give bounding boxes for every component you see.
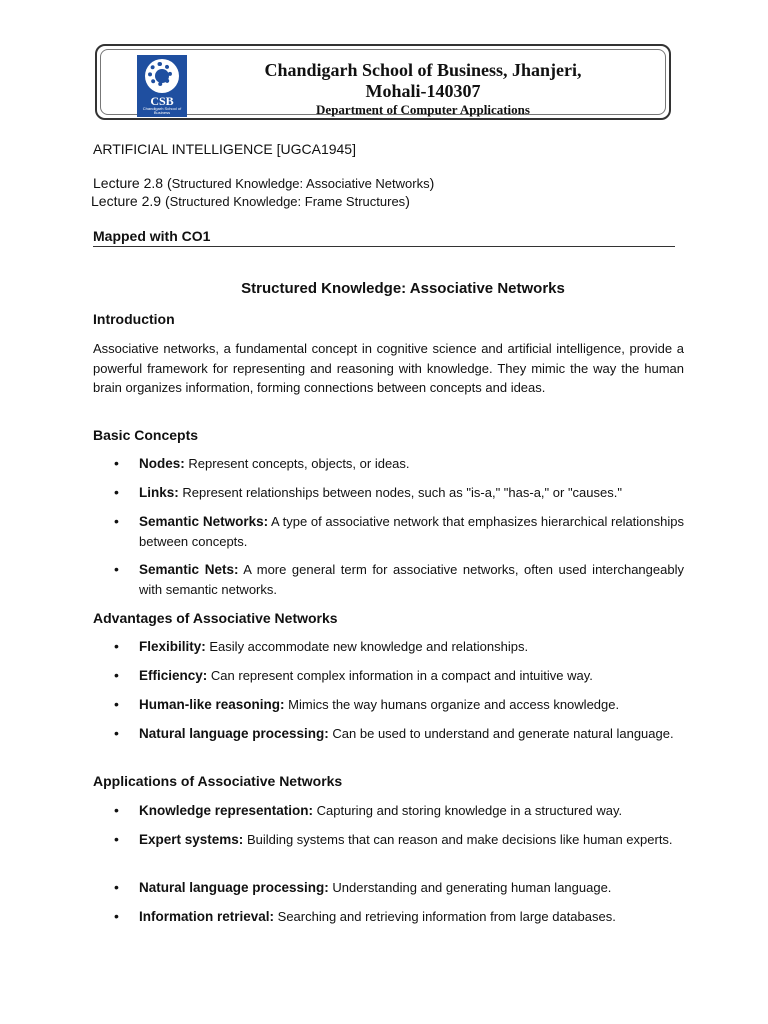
gear-logo-icon <box>145 59 179 93</box>
lecture-topic-prefix: Structured Knowledge: <box>171 176 307 191</box>
list-item-term: Nodes: <box>139 456 185 471</box>
csb-logo <box>137 55 187 117</box>
list-item-text: Can represent complex information in a compact and intuitive way. <box>210 668 593 683</box>
list-item-text: Understanding and generating human language. <box>332 880 612 895</box>
list-item-term: Information retrieval: <box>139 909 275 924</box>
lecture-line: Lecture 2.8 (Structured Knowledge: Associative Networks) <box>93 175 435 191</box>
section-heading-introduction: Introduction <box>93 311 175 327</box>
list-item-term: Natural language processing: <box>139 726 329 741</box>
lecture-number: Lecture 2.9 <box>91 193 162 209</box>
list-item <box>139 637 684 657</box>
list-item-term: Human-like reasoning: <box>139 697 285 712</box>
list-item <box>139 512 684 551</box>
list-item <box>139 483 684 503</box>
lecture-line: Lecture 2.9 (Structured Knowledge: Frame Structures) <box>91 193 410 209</box>
list-item <box>139 560 684 599</box>
page-title: Structured Knowledge: Associative Networks <box>241 280 565 297</box>
lecture-number: Lecture 2.8 <box>93 175 164 191</box>
department-name: Department of Computer Applications <box>316 102 530 117</box>
list-item <box>139 666 684 686</box>
header-inner-border <box>100 49 666 115</box>
list-item-term: Semantic Nets: <box>139 562 239 577</box>
list-item-term: Expert systems: <box>139 832 244 847</box>
list-item-term: Knowledge representation: <box>139 803 314 818</box>
list-item <box>139 801 684 821</box>
list-item-text: Searching and retrieving information from large databases. <box>277 909 616 924</box>
course-title <box>93 141 356 157</box>
list-item <box>139 878 684 898</box>
logo-abbr: CSB <box>150 94 174 108</box>
list-item-text: A type of associative network that emphasizes hierarchical relationships between concepts. <box>139 514 684 549</box>
mapped-outcome: Mapped with CO1 <box>93 228 211 244</box>
header-banner <box>95 44 671 120</box>
list-item-text: Building systems that can reason and make decisions like human experts. <box>246 832 673 847</box>
logo-subtext: Chandigarh School of Business <box>142 106 182 115</box>
list-item-text: Mimics the way humans organize and access knowledge. <box>288 697 620 712</box>
list-item <box>139 830 684 850</box>
list-item <box>139 454 684 474</box>
divider-line <box>93 246 675 247</box>
list-item <box>139 724 684 744</box>
introduction-paragraph: Associative networks, a fundamental concept in cognitive science and artificial intelligence, provide a powerful framework for representing and reasoning with knowledge. They mimic the way the human brain organizes information, forming connections between concepts and ideas. <box>93 341 684 395</box>
list-item-text: A more general term for associative networks, often used interchangeably with semantic networks. <box>139 562 684 597</box>
gear-core <box>155 69 169 83</box>
course-name: ARTIFICIAL INTELLIGENCE <box>93 141 273 157</box>
list-item-text: Capturing and storing knowledge in a structured way. <box>316 803 623 818</box>
course-code: [UGCA1945] <box>276 141 356 157</box>
lecture-topic-prefix: Structured Knowledge: <box>169 194 305 209</box>
list-item-term: Efficiency: <box>139 668 208 683</box>
lecture-topic: Associative Networks <box>306 176 430 191</box>
list-item-term: Links: <box>139 485 179 500</box>
list-item-term: Natural language processing: <box>139 880 329 895</box>
list-item <box>139 907 684 927</box>
list-item-text: Represent concepts, objects, or ideas. <box>188 456 410 471</box>
school-location: Mohali-140307 <box>365 81 481 101</box>
list-item-term: Semantic Networks: <box>139 514 269 529</box>
list-item-term: Flexibility: <box>139 639 206 654</box>
list-item-text: Can be used to understand and generate natural language. <box>332 726 674 741</box>
list-item-text: Represent relationships between nodes, such as "is-a," "has-a," or "causes." <box>182 485 622 500</box>
section-heading-advantages: Advantages of Associative Networks <box>93 610 338 626</box>
lecture-topic: Frame Structures <box>304 194 406 209</box>
school-name: Chandigarh School of Business, Jhanjeri, <box>264 60 582 80</box>
section-heading-basic-concepts: Basic Concepts <box>93 427 199 443</box>
section-heading-applications: Applications of Associative Networks <box>93 773 343 789</box>
list-item <box>139 695 684 715</box>
list-item-text: Easily accommodate new knowledge and relationships. <box>209 639 529 654</box>
